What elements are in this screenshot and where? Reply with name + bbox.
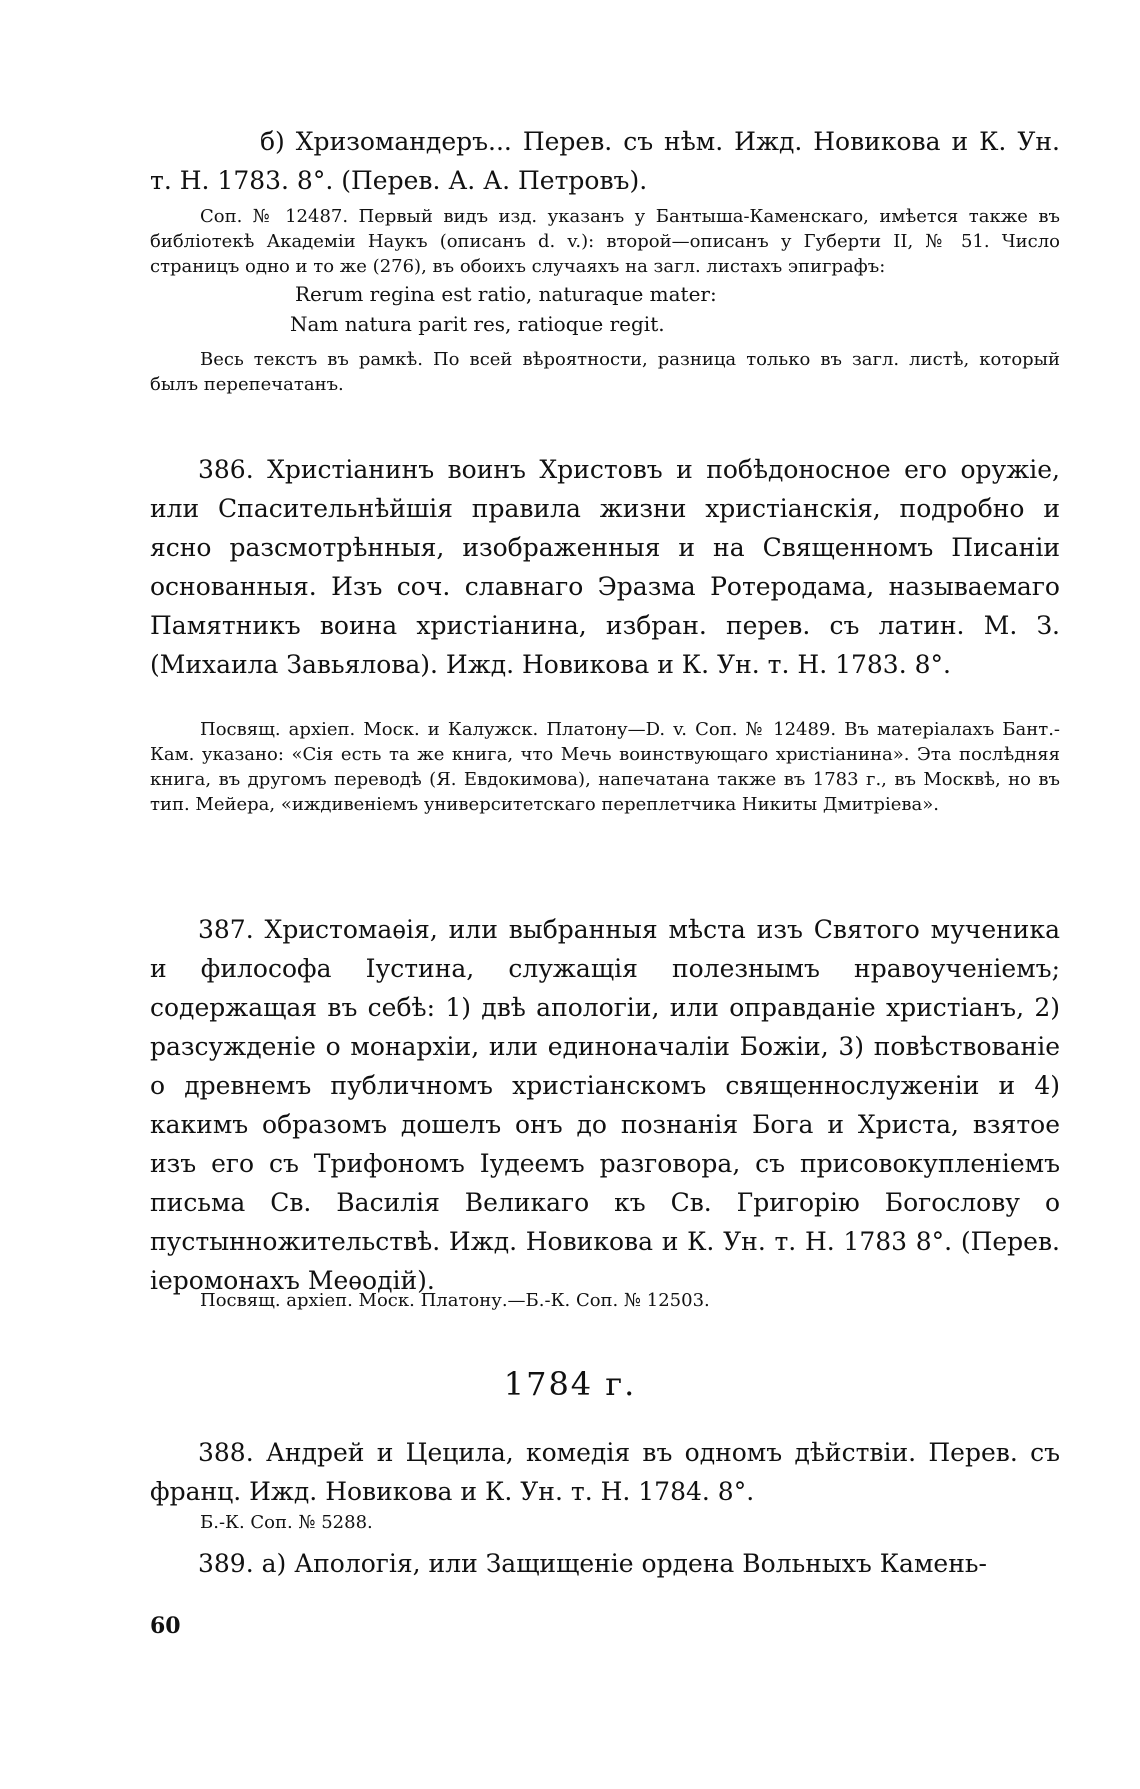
entry-386 [150,450,1060,684]
entry-387-notes [150,1288,1060,1313]
entry-385b [150,122,1060,200]
entry-389 [150,1544,1060,1583]
entry-388 [150,1433,1060,1511]
entry-389-text: 389. а) Апологія, или Защищеніе ордена Вольныхъ Камень- [198,1549,987,1578]
entry-388-note: Б.-К. Соп. № 5288. [200,1512,373,1533]
page-number: 60 [150,1613,181,1639]
epigraph-line-1: Rerum regina est ratio, naturaque mater: [295,282,717,306]
entry-385b-note-2: Весь текстъ въ рамкѣ. По всей вѣроятности, разница только въ загл. листѣ, который былъ перепечатанъ. [150,349,1060,395]
entry-386-note: Посвящ. архіеп. Моск. и Калужск. Платону—D. v. Соп. № 12489. Въ матеріалахъ Бант.-Кам. указано: «Сія есть та же книга, что Мечь воинствующаго христіанина». Эта послѣдняя книга, въ другомъ переводѣ (Я. Евдокимова), напечатана также въ 1783 г., въ Москвѣ, но въ тип. Мейера, «иждивеніемъ университетскаго переплетчика Никиты Дмитріева». [150,719,1060,815]
entry-387 [150,910,1060,1300]
entry-386-notes [150,717,1060,817]
entry-388-text: 388. Андрей и Цецила, комедія въ одномъ дѣйствіи. Перев. съ франц. Ижд. Новикова и К. Ун. т. Н. 1784. 8°. [150,1438,1060,1506]
epigraph-line-2: Nam natura parit res, ratioque regit. [290,312,665,336]
entry-387-text: 387. Христомаѳія, или выбранныя мѣста изъ Святого мученика и философа Іустина, служащія полезнымъ нравоученіемъ; содержащая въ себѣ: 1) двѣ апологіи, или оправданіе христіанъ, 2) разсужденіе о монархіи, или единоначаліи Божіи, 3) повѣствованіе о древнемъ публичномъ христіанскомъ священнослуженіи и 4) какимъ образомъ дошелъ онъ до познанія Бога и Христа, взятое изъ его съ Трифономъ Іудеемъ разговора, съ присовокупленіемъ письма Св. Василія Великаго къ Св. Григорію Богослову о пустынножительствѣ. Ижд. Новикова и К. Ун. т. Н. 1783 8°. (Перев. іеромонахъ Меѳодій). [150,915,1060,1295]
entry-385b-note: Соп. № 12487. Первый видъ изд. указанъ у Бантыша-Каменскаго, имѣется также въ библіотекѣ Академіи Наукъ (описанъ d. v.): второй—описанъ у Губерти II, № 51. Число страницъ одно и то же (276), въ обоихъ случаяхъ на загл. листахъ эпиграфъ: [150,206,1060,277]
entry-388-notes [150,1510,1060,1535]
entry-385b-notes [150,204,1060,397]
entry-386-text: 386. Христіанинъ воинъ Христовъ и побѣдоносное его оружіе, или Спасительнѣйшія правила жизни христіанскія, подробно и ясно разсмотрѣнныя, изображенныя и на Священномъ Писаніи основанныя. Изъ соч. славнаго Эразма Ротеродама, называемаго Памятникъ воина христіанина, избран. перев. съ латин. М. З. (Михаила Завьялова). Ижд. Новикова и К. Ун. т. Н. 1783. 8°. [150,455,1060,679]
entry-385b-text: б) Хризомандеръ... Перев. съ нѣм. Ижд. Новикова и К. Ун. т. Н. 1783. 8°. (Перев. А. А. Петровъ). [150,127,1060,195]
year-heading: 1784 г. [503,1365,637,1403]
entry-387-note: Посвящ. архіеп. Моск. Платону.—Б.-К. Соп. № 12503. [200,1290,710,1311]
